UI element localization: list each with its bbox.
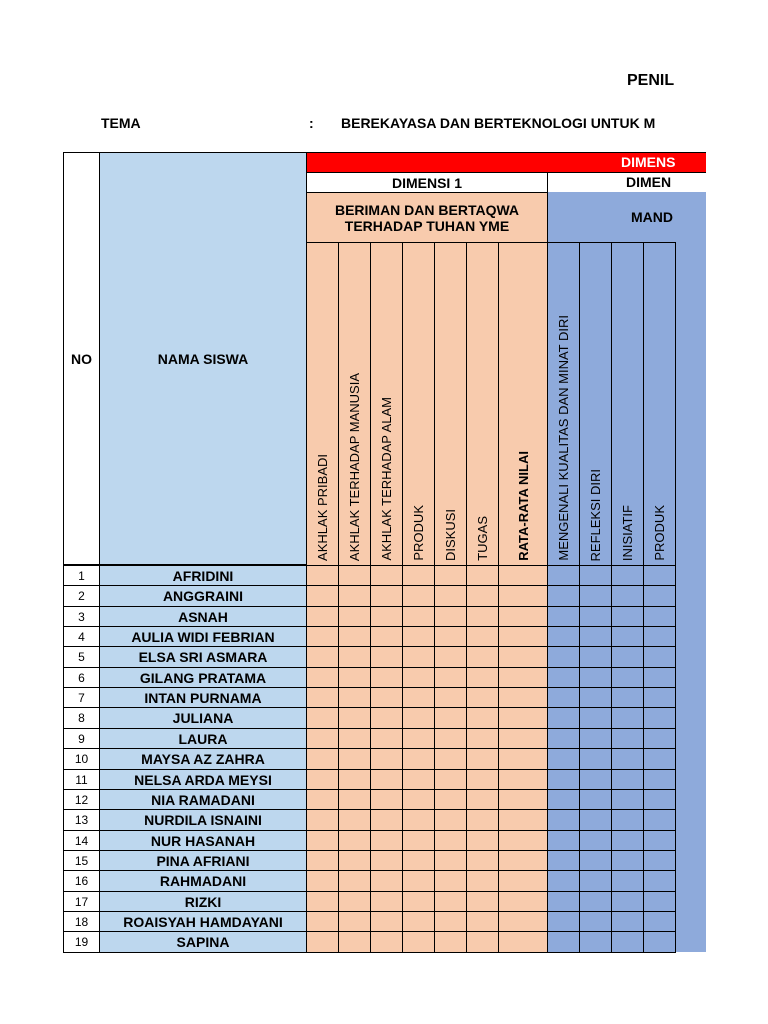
score-cell-d1[interactable]: [498, 626, 548, 647]
score-cell-d2[interactable]: [579, 870, 612, 892]
student-name: LAURA: [99, 728, 307, 749]
score-cell-d1[interactable]: [402, 606, 435, 627]
row-number: 4: [63, 626, 100, 647]
score-cell-d2[interactable]: [579, 728, 612, 749]
score-cell-d1[interactable]: [306, 606, 339, 627]
score-cell-d1[interactable]: [402, 789, 435, 810]
student-name: ASNAH: [99, 606, 307, 627]
score-cell-d1[interactable]: [498, 748, 548, 770]
score-cell-d1[interactable]: [338, 830, 371, 851]
score-cell-d2[interactable]: [579, 626, 612, 647]
score-cell-d2[interactable]: [547, 830, 580, 851]
column-header-label: INISIATIF: [620, 504, 635, 561]
score-cell-d1[interactable]: [498, 606, 548, 627]
dimension-2-fill: [675, 192, 706, 952]
score-cell-d2[interactable]: [547, 707, 580, 729]
score-cell-d2[interactable]: [547, 626, 580, 647]
score-cell-d2[interactable]: [643, 789, 676, 810]
score-cell-d1[interactable]: [338, 748, 371, 770]
score-cell-d1[interactable]: [338, 850, 371, 871]
score-cell-d2[interactable]: [643, 728, 676, 749]
score-cell-d2[interactable]: [611, 626, 644, 647]
score-cell-d1[interactable]: [498, 809, 548, 831]
score-cell-d1[interactable]: [434, 870, 467, 892]
score-cell-d1[interactable]: [498, 931, 548, 953]
student-name: GILANG PRATAMA: [99, 667, 307, 688]
score-cell-d1[interactable]: [338, 565, 371, 586]
score-cell-d1[interactable]: [402, 748, 435, 770]
score-cell-d1[interactable]: [370, 728, 403, 749]
score-cell-d2[interactable]: [579, 911, 612, 932]
score-cell-d1[interactable]: [306, 565, 339, 586]
score-cell-d2[interactable]: [547, 565, 580, 586]
row-number: 9: [63, 728, 100, 749]
score-cell-d2[interactable]: [643, 931, 676, 953]
score-cell-d1[interactable]: [466, 870, 499, 892]
score-cell-d1[interactable]: [466, 728, 499, 749]
score-cell-d2[interactable]: [579, 707, 612, 729]
score-cell-d1[interactable]: [466, 707, 499, 729]
score-cell-d1[interactable]: [370, 646, 403, 668]
student-name: INTAN PURNAMA: [99, 687, 307, 708]
score-cell-d2[interactable]: [611, 891, 644, 912]
student-name: RIZKI: [99, 891, 307, 912]
score-cell-d1[interactable]: [370, 789, 403, 810]
column-header-label: PRODUK: [411, 505, 426, 561]
score-cell-d1[interactable]: [338, 646, 371, 668]
column-header-d1-1: [306, 242, 339, 566]
score-cell-d1[interactable]: [466, 931, 499, 953]
row-number: 18: [63, 911, 100, 932]
score-cell-d1[interactable]: [306, 626, 339, 647]
score-cell-d1[interactable]: [466, 850, 499, 871]
column-header-label: AKHLAK TERHADAP ALAM: [379, 397, 394, 561]
score-cell-d1[interactable]: [402, 687, 435, 708]
score-cell-d1[interactable]: [338, 809, 371, 831]
score-cell-d1[interactable]: [466, 667, 499, 688]
score-cell-d2[interactable]: [611, 931, 644, 953]
row-number: 14: [63, 830, 100, 851]
score-cell-d1[interactable]: [434, 789, 467, 810]
row-number: 2: [63, 585, 100, 607]
score-cell-d1[interactable]: [466, 687, 499, 708]
score-cell-d2[interactable]: [579, 931, 612, 953]
score-cell-d1[interactable]: [498, 707, 548, 729]
row-number: 17: [63, 891, 100, 912]
row-number: 16: [63, 870, 100, 892]
score-cell-d1[interactable]: [434, 911, 467, 932]
tema-value: BEREKAYASA DAN BERTEKNOLOGI UNTUK M: [341, 115, 656, 131]
score-cell-d2[interactable]: [579, 646, 612, 668]
score-cell-d2[interactable]: [547, 789, 580, 810]
score-cell-d1[interactable]: [498, 687, 548, 708]
score-cell-d2[interactable]: [611, 870, 644, 892]
score-cell-d2[interactable]: [611, 728, 644, 749]
score-cell-d1[interactable]: [498, 830, 548, 851]
score-cell-d2[interactable]: [579, 891, 612, 912]
score-cell-d1[interactable]: [402, 565, 435, 586]
row-number: 3: [63, 606, 100, 627]
score-cell-d1[interactable]: [402, 707, 435, 729]
score-cell-d1[interactable]: [338, 667, 371, 688]
score-cell-d1[interactable]: [434, 565, 467, 586]
column-header-d2-4: [643, 242, 676, 566]
score-cell-d2[interactable]: [643, 707, 676, 729]
score-cell-d1[interactable]: [306, 789, 339, 810]
score-cell-d1[interactable]: [498, 646, 548, 668]
column-header-label: RATA-RATA NILAI: [515, 451, 531, 561]
score-cell-d1[interactable]: [370, 870, 403, 892]
column-header-d1-7: [498, 242, 548, 566]
row-number: 6: [63, 667, 100, 688]
score-cell-d2[interactable]: [611, 769, 644, 790]
score-cell-d1[interactable]: [498, 667, 548, 688]
group-beriman: BERIMAN DAN BERTAQWA TERHADAP TUHAN YME: [306, 192, 548, 243]
score-cell-d1[interactable]: [306, 667, 339, 688]
score-cell-d1[interactable]: [466, 769, 499, 790]
score-cell-d1[interactable]: [370, 830, 403, 851]
score-cell-d2[interactable]: [611, 748, 644, 770]
column-header-label: AKHLAK TERHADAP MANUSIA: [347, 372, 362, 561]
score-cell-d1[interactable]: [306, 809, 339, 831]
score-cell-d1[interactable]: [466, 891, 499, 912]
dimensi-1-header: DIMENSI 1: [306, 172, 548, 193]
score-cell-d1[interactable]: [370, 850, 403, 871]
score-cell-d1[interactable]: [370, 911, 403, 932]
student-name: PINA AFRIANI: [99, 850, 307, 871]
score-cell-d1[interactable]: [434, 728, 467, 749]
row-number: 11: [63, 769, 100, 790]
score-cell-d1[interactable]: [338, 891, 371, 912]
score-cell-d1[interactable]: [498, 769, 548, 790]
score-cell-d1[interactable]: [370, 769, 403, 790]
dimensi-2-label: DIMEN: [626, 174, 672, 190]
score-cell-d1[interactable]: [338, 789, 371, 810]
score-cell-d2[interactable]: [579, 830, 612, 851]
score-cell-d2[interactable]: [611, 667, 644, 688]
score-cell-d2[interactable]: [547, 911, 580, 932]
score-cell-d1[interactable]: [434, 748, 467, 770]
score-cell-d1[interactable]: [402, 850, 435, 871]
score-cell-d1[interactable]: [466, 809, 499, 831]
score-cell-d2[interactable]: [547, 585, 580, 607]
score-cell-d2[interactable]: [611, 585, 644, 607]
score-cell-d1[interactable]: [370, 606, 403, 627]
score-cell-d1[interactable]: [402, 891, 435, 912]
score-cell-d1[interactable]: [338, 707, 371, 729]
score-cell-d1[interactable]: [370, 626, 403, 647]
score-cell-d1[interactable]: [434, 667, 467, 688]
page-title: PENIL: [627, 72, 675, 89]
score-cell-d1[interactable]: [338, 687, 371, 708]
score-cell-d1[interactable]: [434, 707, 467, 729]
score-cell-d2[interactable]: [547, 850, 580, 871]
score-cell-d1[interactable]: [402, 931, 435, 953]
student-name: SAPINA: [99, 931, 307, 953]
column-header-d1-4: [402, 242, 435, 566]
score-cell-d1[interactable]: [306, 931, 339, 953]
header-no: NO: [63, 152, 100, 565]
column-header-d1-2: [338, 242, 371, 566]
score-cell-d2[interactable]: [579, 606, 612, 627]
score-cell-d1[interactable]: [466, 585, 499, 607]
score-cell-d1[interactable]: [498, 850, 548, 871]
column-header-d1-3: [370, 242, 403, 566]
score-cell-d2[interactable]: [611, 646, 644, 668]
score-cell-d2[interactable]: [643, 809, 676, 831]
score-cell-d2[interactable]: [547, 667, 580, 688]
score-cell-d2[interactable]: [611, 687, 644, 708]
score-cell-d2[interactable]: [643, 626, 676, 647]
score-cell-d2[interactable]: [643, 585, 676, 607]
score-cell-d2[interactable]: [611, 789, 644, 810]
student-name: ELSA SRI ASMARA: [99, 646, 307, 668]
score-cell-d2[interactable]: [643, 911, 676, 932]
score-cell-d1[interactable]: [434, 830, 467, 851]
score-cell-d1[interactable]: [306, 870, 339, 892]
score-cell-d1[interactable]: [498, 891, 548, 912]
column-header-d2-3: [611, 242, 644, 566]
score-cell-d2[interactable]: [579, 565, 612, 586]
score-cell-d1[interactable]: [402, 646, 435, 668]
score-cell-d1[interactable]: [402, 769, 435, 790]
row-number: 19: [63, 931, 100, 953]
row-number: 10: [63, 748, 100, 770]
score-cell-d2[interactable]: [611, 809, 644, 831]
score-cell-d2[interactable]: [611, 850, 644, 871]
score-cell-d1[interactable]: [498, 728, 548, 749]
score-cell-d1[interactable]: [306, 728, 339, 749]
score-cell-d1[interactable]: [370, 809, 403, 831]
score-cell-d1[interactable]: [338, 911, 371, 932]
score-cell-d1[interactable]: [370, 585, 403, 607]
row-number: 12: [63, 789, 100, 810]
score-cell-d1[interactable]: [434, 687, 467, 708]
score-cell-d1[interactable]: [402, 667, 435, 688]
score-cell-d2[interactable]: [643, 667, 676, 688]
score-cell-d1[interactable]: [370, 748, 403, 770]
student-name: ROAISYAH HAMDAYANI: [99, 911, 307, 932]
score-cell-d2[interactable]: [643, 830, 676, 851]
group-mandiri: [547, 192, 675, 243]
score-cell-d1[interactable]: [434, 769, 467, 790]
score-cell-d1[interactable]: [434, 626, 467, 647]
score-cell-d1[interactable]: [370, 707, 403, 729]
score-cell-d1[interactable]: [434, 809, 467, 831]
score-cell-d2[interactable]: [579, 809, 612, 831]
score-cell-d1[interactable]: [306, 646, 339, 668]
score-cell-d2[interactable]: [547, 809, 580, 831]
group-mandiri-label: MAND: [631, 209, 673, 225]
score-cell-d2[interactable]: [547, 687, 580, 708]
score-cell-d1[interactable]: [338, 870, 371, 892]
score-cell-d2[interactable]: [611, 911, 644, 932]
student-name: NIA RAMADANI: [99, 789, 307, 810]
column-header-label: PRODUK: [652, 505, 667, 561]
tema-colon: :: [309, 115, 314, 131]
score-cell-d2[interactable]: [643, 606, 676, 627]
score-cell-d1[interactable]: [434, 646, 467, 668]
score-cell-d1[interactable]: [402, 626, 435, 647]
score-cell-d1[interactable]: [498, 789, 548, 810]
score-cell-d1[interactable]: [338, 728, 371, 749]
score-cell-d1[interactable]: [498, 585, 548, 607]
student-name: JULIANA: [99, 707, 307, 729]
score-cell-d1[interactable]: [370, 565, 403, 586]
score-cell-d2[interactable]: [579, 789, 612, 810]
student-name: RAHMADANI: [99, 870, 307, 892]
score-cell-d1[interactable]: [306, 891, 339, 912]
score-cell-d1[interactable]: [466, 626, 499, 647]
score-cell-d2[interactable]: [643, 646, 676, 668]
score-cell-d1[interactable]: [306, 830, 339, 851]
student-name: AULIA WIDI FEBRIAN: [99, 626, 307, 647]
score-cell-d2[interactable]: [643, 769, 676, 790]
score-cell-d1[interactable]: [306, 707, 339, 729]
score-cell-d1[interactable]: [434, 850, 467, 871]
column-header-d1-5: [434, 242, 467, 566]
score-cell-d1[interactable]: [498, 911, 548, 932]
score-cell-d1[interactable]: [306, 687, 339, 708]
score-cell-d2[interactable]: [579, 769, 612, 790]
score-cell-d1[interactable]: [434, 931, 467, 953]
score-cell-d2[interactable]: [643, 870, 676, 892]
score-cell-d1[interactable]: [402, 809, 435, 831]
score-cell-d2[interactable]: [643, 748, 676, 770]
score-cell-d1[interactable]: [402, 870, 435, 892]
score-cell-d2[interactable]: [611, 707, 644, 729]
score-cell-d2[interactable]: [547, 728, 580, 749]
student-name: NURDILA ISNAINI: [99, 809, 307, 831]
score-cell-d2[interactable]: [547, 748, 580, 770]
score-cell-d2[interactable]: [643, 687, 676, 708]
column-header-label: REFLEKSI DIRI: [588, 468, 603, 561]
score-cell-d2[interactable]: [611, 606, 644, 627]
dimensi-2-header: [547, 172, 675, 193]
score-cell-d1[interactable]: [306, 850, 339, 871]
score-cell-d2[interactable]: [547, 646, 580, 668]
score-cell-d1[interactable]: [370, 667, 403, 688]
row-number: 13: [63, 809, 100, 831]
score-cell-d2[interactable]: [547, 931, 580, 953]
score-cell-d1[interactable]: [338, 606, 371, 627]
score-cell-d1[interactable]: [466, 748, 499, 770]
score-cell-d1[interactable]: [402, 911, 435, 932]
score-cell-d2[interactable]: [643, 891, 676, 912]
score-cell-d2[interactable]: [643, 850, 676, 871]
score-cell-d2[interactable]: [643, 565, 676, 586]
column-header-d2-1: [547, 242, 580, 566]
score-cell-d1[interactable]: [498, 565, 548, 586]
score-cell-d1[interactable]: [402, 585, 435, 607]
score-cell-d2[interactable]: [611, 565, 644, 586]
score-cell-d2[interactable]: [579, 585, 612, 607]
score-cell-d2[interactable]: [547, 891, 580, 912]
score-cell-d2[interactable]: [579, 667, 612, 688]
score-cell-d1[interactable]: [338, 585, 371, 607]
student-name: NELSA ARDA MEYSI: [99, 769, 307, 790]
score-cell-d1[interactable]: [466, 911, 499, 932]
row-number: 15: [63, 850, 100, 871]
score-cell-d1[interactable]: [466, 606, 499, 627]
score-cell-d1[interactable]: [498, 870, 548, 892]
score-cell-d2[interactable]: [579, 850, 612, 871]
score-cell-d1[interactable]: [370, 891, 403, 912]
score-cell-d1[interactable]: [338, 626, 371, 647]
score-cell-d2[interactable]: [547, 870, 580, 892]
score-cell-d1[interactable]: [306, 911, 339, 932]
score-cell-d1[interactable]: [466, 565, 499, 586]
column-header-label: AKHLAK PRIBADI: [315, 454, 330, 561]
student-name: MAYSA AZ ZAHRA: [99, 748, 307, 770]
dimensi-banner-label: DIMENS: [621, 154, 676, 170]
score-cell-d1[interactable]: [402, 830, 435, 851]
score-cell-d1[interactable]: [370, 931, 403, 953]
dimensi-banner: [306, 152, 706, 173]
score-cell-d2[interactable]: [547, 606, 580, 627]
tema-label: TEMA: [101, 115, 141, 131]
score-cell-d1[interactable]: [338, 769, 371, 790]
column-header-label: DISKUSI: [443, 508, 458, 561]
score-cell-d1[interactable]: [402, 728, 435, 749]
column-header-d1-6: [466, 242, 499, 566]
student-name: NUR HASANAH: [99, 830, 307, 851]
student-name: AFRIDINI: [99, 565, 307, 586]
score-cell-d1[interactable]: [434, 585, 467, 607]
row-number: 8: [63, 707, 100, 729]
score-cell-d1[interactable]: [306, 748, 339, 770]
score-cell-d1[interactable]: [338, 931, 371, 953]
score-cell-d1[interactable]: [370, 687, 403, 708]
score-cell-d1[interactable]: [306, 585, 339, 607]
row-number: 1: [63, 565, 100, 586]
score-cell-d2[interactable]: [579, 748, 612, 770]
score-cell-d1[interactable]: [306, 769, 339, 790]
student-name: ANGGRAINI: [99, 585, 307, 607]
score-cell-d1[interactable]: [434, 606, 467, 627]
score-cell-d2[interactable]: [579, 687, 612, 708]
score-cell-d1[interactable]: [466, 646, 499, 668]
column-header-label: TUGAS: [475, 516, 490, 561]
score-cell-d2[interactable]: [611, 830, 644, 851]
header-nama-siswa: NAMA SISWA: [99, 152, 307, 565]
row-number: 5: [63, 646, 100, 668]
score-cell-d1[interactable]: [466, 789, 499, 810]
row-number: 7: [63, 687, 100, 708]
column-header-d2-2: [579, 242, 612, 566]
score-cell-d2[interactable]: [547, 769, 580, 790]
column-header-label: MENGENALI KUALITAS DAN MINAT DIRI: [556, 315, 571, 561]
score-cell-d1[interactable]: [466, 830, 499, 851]
score-cell-d1[interactable]: [434, 891, 467, 912]
